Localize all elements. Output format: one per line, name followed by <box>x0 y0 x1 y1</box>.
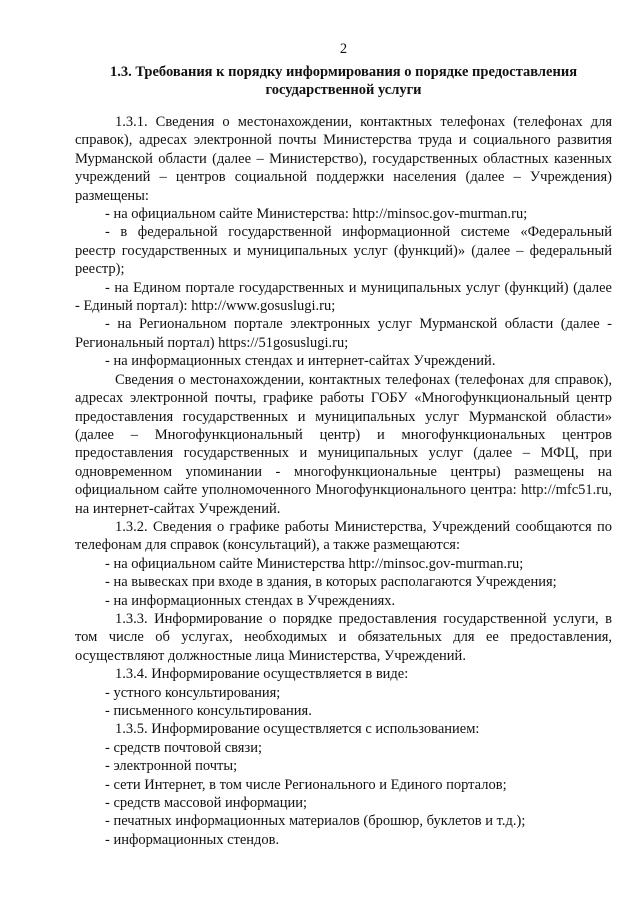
paragraph: 1.3.2. Сведения о графике работы Министерства, Учреждений сообщаются по телефонам для справок (консультаций), а также размещаются: <box>75 518 612 554</box>
list-item: - на Региональном портале электронных услуг Мурманской области (далее - Региональный портал) https://51gosuslugi.ru; <box>75 316 612 351</box>
list-item: - письменного консультирования. <box>105 703 312 719</box>
document-body <box>75 113 612 849</box>
paragraph: Сведения о местонахождении, контактных телефонах (телефонах для справок), адресах электронной почты, графике работы ГОБУ «Многофункциональный центр предоставления государственных и муниципальных услуг Мурманской области» (далее – Многофункциональный центр) и многофункциональных центров предоставления государственных и муниципальных услуг (далее – МФЦ, при одновременном упоминании - многофункциональные центры) размещены на официальном сайте уполномоченного Многофункционального центра: http://mfc51.ru, на интернет-сайтах Учреждений. <box>75 371 612 517</box>
list-item: - на вывесках при входе в здания, в которых располагаются Учреждения; <box>105 574 557 591</box>
list-item: - средств массовой информации; <box>105 795 308 812</box>
list-item: - на информационных стендах в Учреждениях. <box>105 592 396 609</box>
list-item: - на информационных стендах и интернет-сайтах Учреждений. <box>105 353 496 370</box>
paragraph: 1.3.4. Информирование осуществляется в виде: <box>115 666 409 683</box>
list-item: - на официальном сайте Министерства: http://minsoc.gov-murman.ru; <box>105 206 528 223</box>
list-item: - сети Интернет, в том числе Регионального и Единого порталов; <box>105 776 507 793</box>
section-heading: 1.3. Требования к порядку информирования о порядке предоставления государственной услуги <box>109 64 578 98</box>
list-item: - на официальном сайте Министерства http://minsoc.gov-murman.ru; <box>105 555 524 572</box>
paragraph: 1.3.3. Информирование о порядке предоставления государственной услуги, в том числе об услугах, необходимых и обязательных для ее предоставления, осуществляют должностные лица Министерства, Учреждений. <box>75 610 612 664</box>
list-item: - в федеральной государственной информационной системе «Федеральный реестр государственных и муниципальных услуг (функций)» (далее – федеральный реестр); <box>75 224 612 278</box>
list-item: - электронной почты; <box>105 758 238 775</box>
list-item: - на Едином портале государственных и муниципальных услуг (функций) (далее - Единый портал): http://www.gosuslugi.ru; <box>75 279 612 315</box>
list-item: - средств почтовой связи; <box>105 739 262 756</box>
list-item: - информационных стендов. <box>105 831 280 848</box>
page-number: 2 <box>339 41 348 57</box>
list-item: - устного консультирования; <box>105 684 281 701</box>
paragraph: 1.3.5. Информирование осуществляется с использованием: <box>115 721 480 738</box>
list-item: - печатных информационных материалов (брошюр, буклетов и т.д.); <box>105 813 526 830</box>
paragraph: 1.3.1. Сведения о местонахождении, контактных телефонах (телефонах для справок), адресах электронной почты Министерства труда и социального развития Мурманской области (далее – Министерство), государственных областных казенных учреждений – центров социальной поддержки населения (далее – Учреждения) размещены: <box>75 114 612 204</box>
